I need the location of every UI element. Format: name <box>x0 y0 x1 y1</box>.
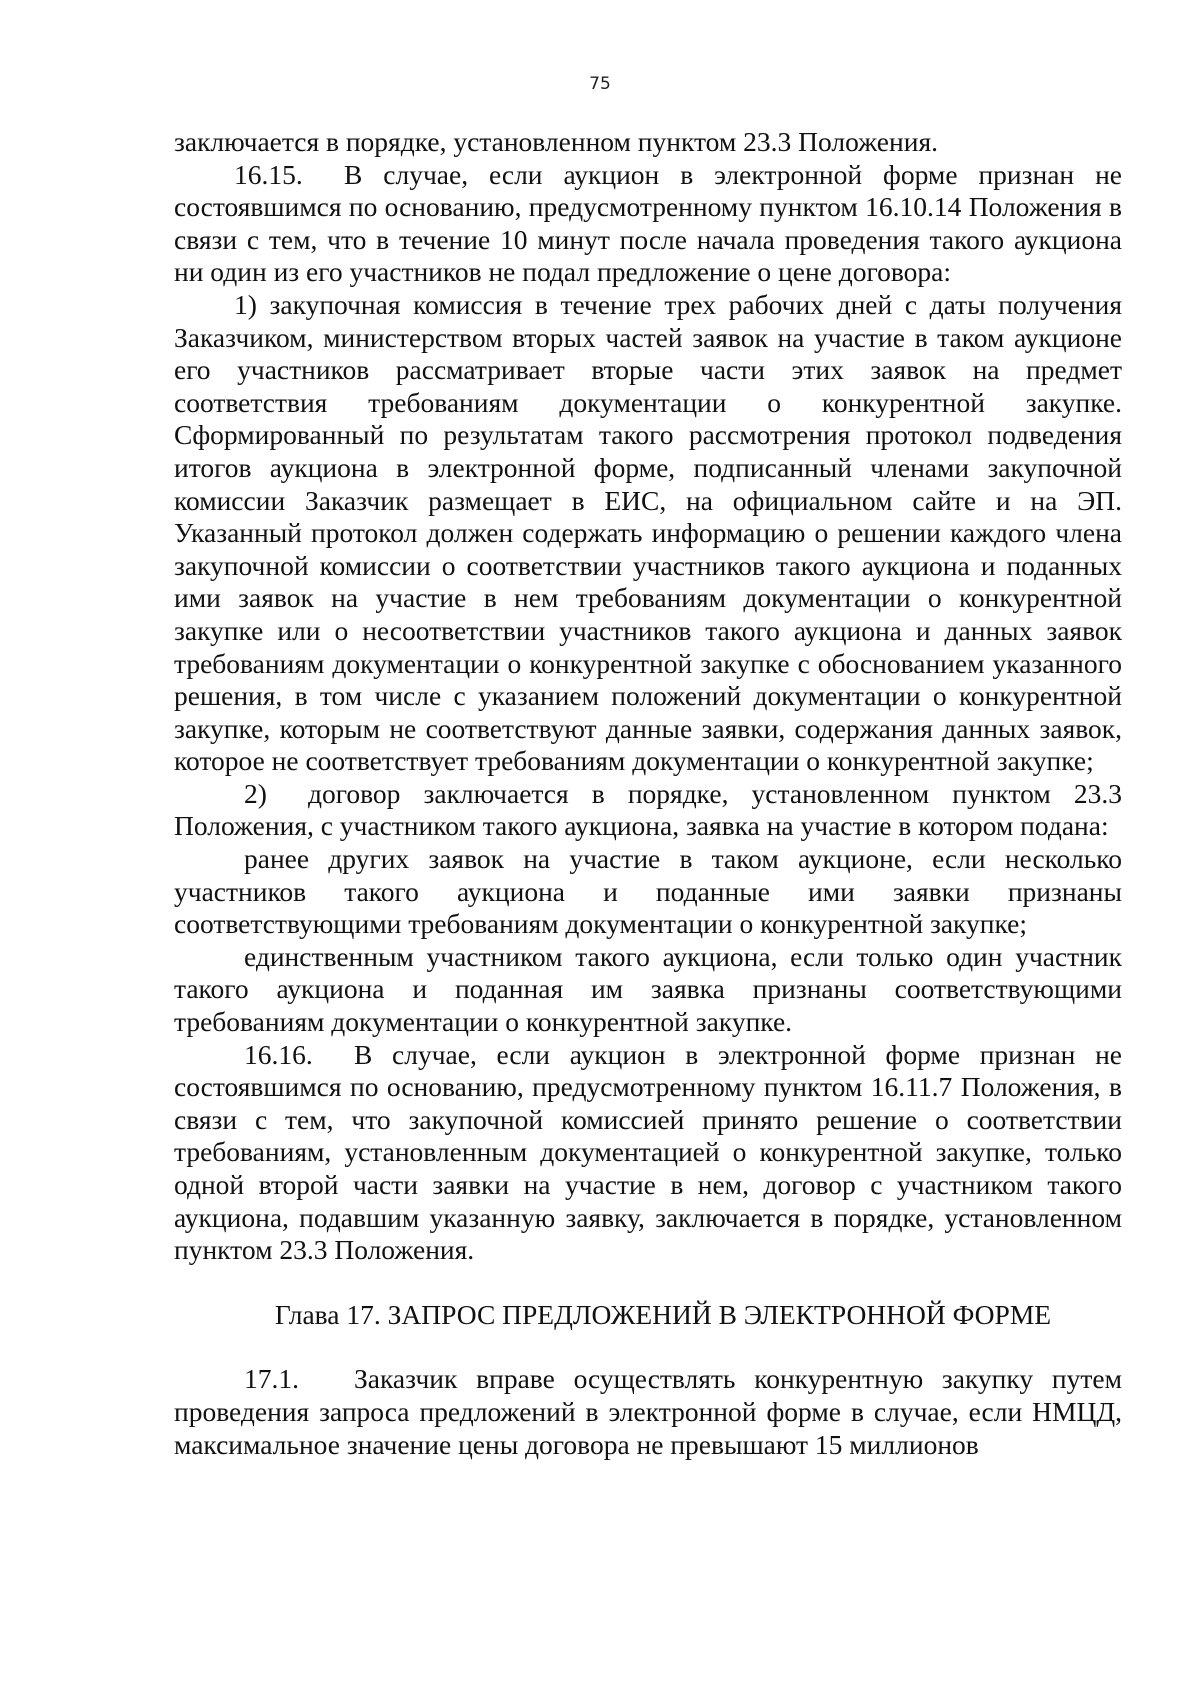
condition-text: единственным участником такого аукциона, если только один участник такого аукциона и поданная им заявка признаны соответствующими требованиям документации о конкурентной закупке. <box>174 940 1122 1038</box>
clause-text: В случае, если аукцион в электронной форме признан не состоявшимся по основанию, предусмотренному пунктом 16.10.14 Положения в связи с тем, что в течение 10 минут после начала проведения такого аукциона ни один из его участников не подал предложение о цене договора: <box>174 158 1122 288</box>
clause-number: 16.16. <box>244 1038 313 1070</box>
chapter-title: Глава 17. ЗАПРОС ПРЕДЛОЖЕНИЙ В ЭЛЕКТРОННОЙ ФОРМЕ <box>274 1298 1052 1330</box>
paragraph-text: заключается в порядке, установленном пунктом 23.3 Положения. <box>174 126 938 157</box>
subclause-2 <box>174 778 1122 843</box>
subclause-text: договор заключается в порядке, установленном пунктом 23.3 Положения, с участником такого аукциона, заявка на участие в котором подана: <box>174 777 1122 842</box>
clause-text: Заказчик вправе осуществлять конкурентную закупку путем проведения запроса предложений в электронной форме в случае, если НМЦД, максимальное значение цены договора не превышают 15 миллионов <box>174 1363 1122 1460</box>
condition-paragraph-2 <box>174 941 1122 1039</box>
document-body <box>174 126 1122 1461</box>
condition-text: ранее других заявок на участие в таком аукционе, если несколько участников такого аукциона и поданные ими заявки признаны соответствующими требованиям документации о конкурентной закупке; <box>174 843 1122 940</box>
paragraph-continuation <box>174 126 1122 159</box>
subclause-number: 2) <box>244 777 267 809</box>
subclause-text: 1) закупочная комиссия в течение трех рабочих дней с даты получения Заказчиком, министерством вторых частей заявок на участие в таком аукционе его участников рассматривает вторые части этих заявок на предмет соответствия требованиям документации о конкурентной закупке. Сформированный по результатам такого рассмотрения протокол подведения итогов аукциона в электронной форме, подписанный членами закупочной комиссии Заказчик размещает в ЕИС, на официальном сайте и на ЭП. Указанный протокол должен содержать информацию о решении каждого члена закупочной комиссии о соответствии участников такого аукциона и поданных ими заявок на участие в нем требованиям документации о конкурентной закупке или о несоответствии участников такого аукциона и данных заявок требованиям документации о конкурентной закупке с обоснованием указанного решения, в том числе с указанием положений документации о конкурентной закупке, которым не соответствуют данные заявки, содержания данных заявок, которое не соответствует требованиям документации о конкурентной закупке; <box>174 288 1122 777</box>
clause-16-16 <box>174 1039 1122 1267</box>
clause-17-1 <box>174 1363 1122 1461</box>
condition-paragraph-1 <box>174 843 1122 941</box>
clause-number: 16.15. <box>234 158 303 190</box>
clause-16-15 <box>174 159 1122 289</box>
page-number: 75 <box>589 74 611 94</box>
subclause-1 <box>174 289 1122 778</box>
clause-text: В случае, если аукцион в электронной форме признан не состоявшимся по основанию, предусмотренному пунктом 16.11.7 Положения, в связи с тем, что закупочной комиссией принято решение о соответствии требованиям, установленным документацией о конкурентной закупке, только одной второй части заявки на участие в нем, договор с участником такого аукциона, подавшим указанную заявку, заключается в порядке, установленном пунктом 23.3 Положения. <box>174 1038 1122 1266</box>
clause-number: 17.1. <box>244 1363 299 1395</box>
